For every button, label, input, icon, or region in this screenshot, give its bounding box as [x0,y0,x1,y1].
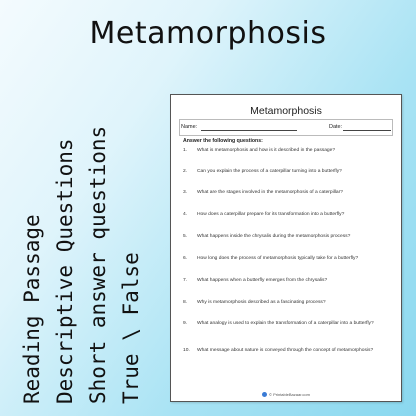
question-text: How long does the process of metamorphosis typically take for a butterfly? [197,256,359,261]
question-text: Can you explain the process of a caterpillar turning into a butterfly? [197,169,342,174]
question-text: Why is metamorphosis described as a fascinating process? [197,300,326,305]
vertical-label-true-false: True \ False [119,252,143,404]
question-item [183,278,391,284]
question-number: 1. [183,148,188,153]
page-title: Metamorphosis [89,16,327,51]
question-number: 10. [183,348,190,353]
vertical-label-short-answer: Short answer questions [86,125,110,404]
question-text: What happens when a butterfly emerges from the chrysalis? [197,278,328,283]
question-item [183,348,391,354]
question-number: 8. [183,300,188,305]
question-item [183,234,391,240]
worksheet-preview [170,94,402,402]
question-number: 7. [183,278,188,283]
instructions: Answer the following questions: [183,138,263,144]
question-number: 9. [183,321,188,326]
worksheet-footer [171,392,401,397]
question-item [183,300,391,306]
question-number: 6. [183,256,188,261]
question-text: What analogy is used to explain the transformation of a caterpillar into a butterfly? [197,321,374,326]
printable-bazaar-logo-icon [262,392,267,397]
question-text: How does a caterpillar prepare for its transformation into a butterfly? [197,212,345,217]
question-item [183,190,391,196]
question-number: 4. [183,212,188,217]
vertical-label-descriptive-questions: Descriptive Questions [53,138,77,404]
question-text: What are the stages involved in the metamorphosis of a caterpillar? [197,190,343,195]
question-text: What happens inside the chrysalis during the metamorphosis process? [197,234,351,239]
name-label: Name: [181,124,198,130]
date-line [343,130,391,131]
footer-text: © PrintableBazaar.com [269,391,310,397]
name-date-row [181,124,391,136]
question-text: What is metamorphosis and how is it described in the passage? [197,148,336,153]
date-label: Date: [329,124,343,130]
question-item [183,212,391,218]
question-number: 3. [183,190,188,195]
vertical-label-reading-passage: Reading Passage [20,214,44,404]
question-item [183,256,391,262]
question-item [183,321,391,327]
question-item [183,148,391,154]
question-item [183,169,391,175]
worksheet-title: Metamorphosis [250,105,322,117]
question-text: What message about nature is conveyed through the concept of metamorphosis? [197,348,374,353]
question-number: 5. [183,234,188,239]
name-line [201,130,297,131]
question-number: 2. [183,169,188,174]
